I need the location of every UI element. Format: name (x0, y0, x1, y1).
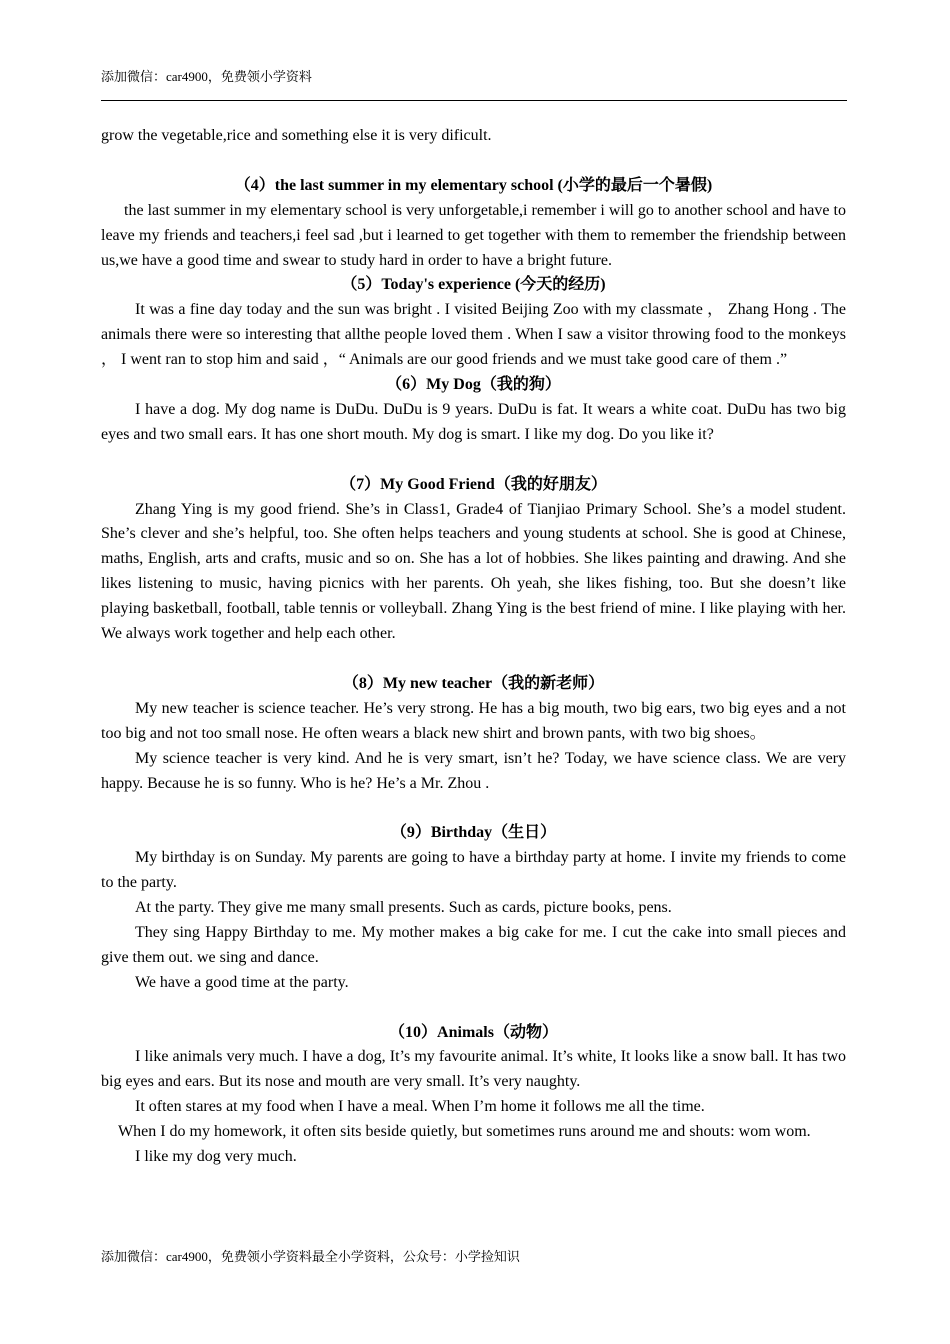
section-4-paragraph: the last summer in my elementary school is very unforgetable,i remember i will go to another school and have to leave my friends and teachers,i feel sad ,but i learned to get together with them to remember the friendship between us,we have a good time and swear to study hard in order to have a bright future. (101, 201, 846, 269)
section-10-paragraph-2: It often stares at my food when I have a meal. When I’m home it follows me all the time. (135, 1098, 705, 1116)
section-4-title: （4）the last summer in my elementary school (小学的最后一个暑假) (234, 176, 713, 194)
section-6-paragraph: I have a dog. My dog name is DuDu. DuDu is 9 years. DuDu is fat. It wears a white coat. DuDu has two big eyes and two small ears. It has one short mouth. My dog is smart. I like my dog. Do you like it? (101, 400, 846, 443)
section-9-paragraph-3: They sing Happy Birthday to me. My mother makes a big cake for me. I cut the cake into small pieces and give them out. we sing and dance. (101, 923, 846, 966)
section-10-paragraph-1: I like animals very much. I have a dog, It’s my favourite animal. It’s white, It looks like a snow ball. It has two big eyes and ears. But its nose and mouth are very small. It’s very naughty. (101, 1048, 846, 1091)
intro-paragraph: grow the vegetable,rice and something else it is very dificult. (101, 127, 492, 144)
page-footer: 添加微信：car4900，免费领小学资料最全小学资料，公众号：小学捡知识 (101, 1249, 520, 1264)
page-header: 添加微信：car4900，免费领小学资料 (101, 69, 312, 84)
section-5-title: （5）Today's experience (今天的经历) (341, 276, 606, 294)
spacer (101, 647, 846, 672)
section-10-paragraph-4: I like my dog very much. (135, 1148, 297, 1166)
section-9-paragraph-4: We have a good time at the party. (135, 973, 349, 991)
section-9-paragraph-1: My birthday is on Sunday. My parents are going to have a birthday party at home. I invite my friends to come to the party. (101, 849, 846, 892)
section-7-paragraph: Zhang Ying is my good friend. She’s in Class1, Grade4 of Tianjiao Primary School. She’s a model student. She’s clever and she’s helpful, too. She often helps teachers and young students at school. She is good at Chinese, maths, English, arts and crafts, music and so on. She has a lot of hobbies. She likes painting and drawing. And she likes listening to music, having picnics with her parents. Oh yeah, she likes fishing, too. But she doesn’t like playing basketball, football, table tennis or volleyball. Zhang Ying is the best friend of mine. I like playing with her. We always work together and help each other. (101, 500, 846, 643)
section-10-title: （10）Animals（动物） (389, 1023, 558, 1041)
section-6-title: （6）My Dog（我的狗） (386, 376, 561, 394)
section-8-title: （8）My new teacher（我的新老师） (342, 674, 605, 692)
document-body (101, 124, 846, 1170)
spacer (101, 996, 846, 1021)
spacer (101, 796, 846, 821)
section-8-paragraph-1: My new teacher is science teacher. He’s very strong. He has a big mouth, two big ears, two big eyes and a not too big and not too small nose. He often wears a black new shirt and brown pants, with two big shoes。 (101, 699, 846, 742)
spacer (101, 448, 846, 473)
section-9-paragraph-2: At the party. They give me many small presents. Such as cards, picture books, pens. (135, 899, 672, 917)
spacer (101, 149, 846, 174)
section-10-paragraph-3: When I do my homework, it often sits beside quietly, but sometimes runs around me and shouts: wom wom. (118, 1123, 811, 1141)
section-7-title: （7）My Good Friend（我的好朋友） (340, 475, 607, 493)
header-divider (101, 100, 847, 101)
section-5-paragraph: It was a fine day today and the sun was bright . I visited Beijing Zoo with my classmate ， Zhang Hong . The animals there were so interesting that allthe people loved them . When I saw a visitor throwing food to the monkeys ， I went ran to stop him and said ，“ Animals are our good friends and we must take good care of them .” (101, 301, 846, 369)
section-9-title: （9）Birthday（生日） (390, 824, 557, 842)
section-8-paragraph-2: My science teacher is very kind. And he is very smart, isn’t he? Today, we have science class. We are very happy. Because he is so funny. Who is he? He’s a Mr. Zhou . (101, 749, 846, 792)
